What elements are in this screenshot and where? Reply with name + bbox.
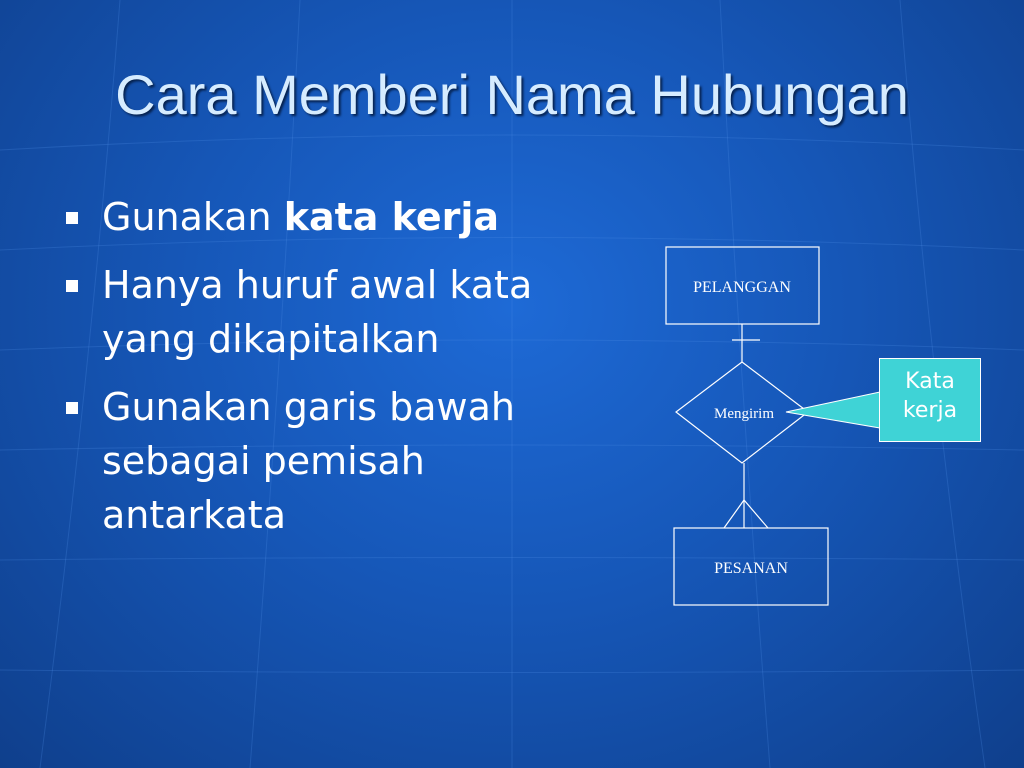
slide-title: Cara Memberi Nama Hubungan bbox=[115, 63, 909, 126]
bullet-text: Gunakan bbox=[102, 195, 284, 239]
many-cardinality-crowfoot bbox=[724, 500, 768, 528]
callout-pointer bbox=[786, 392, 880, 428]
bullet-bold-text: kata kerja bbox=[283, 195, 500, 239]
callout-box: Kata kerja bbox=[879, 358, 981, 442]
entity-label-pelanggan: PELANGGAN bbox=[693, 279, 791, 296]
bullet-text: Hanya huruf awal kata yang dikapitalkan bbox=[102, 263, 533, 361]
entity-label-pesanan: PESANAN bbox=[714, 560, 788, 577]
relationship-label: Mengirim bbox=[714, 406, 774, 422]
bullet-text: Gunakan garis bawah sebagai pemisah antarkata bbox=[102, 385, 516, 537]
